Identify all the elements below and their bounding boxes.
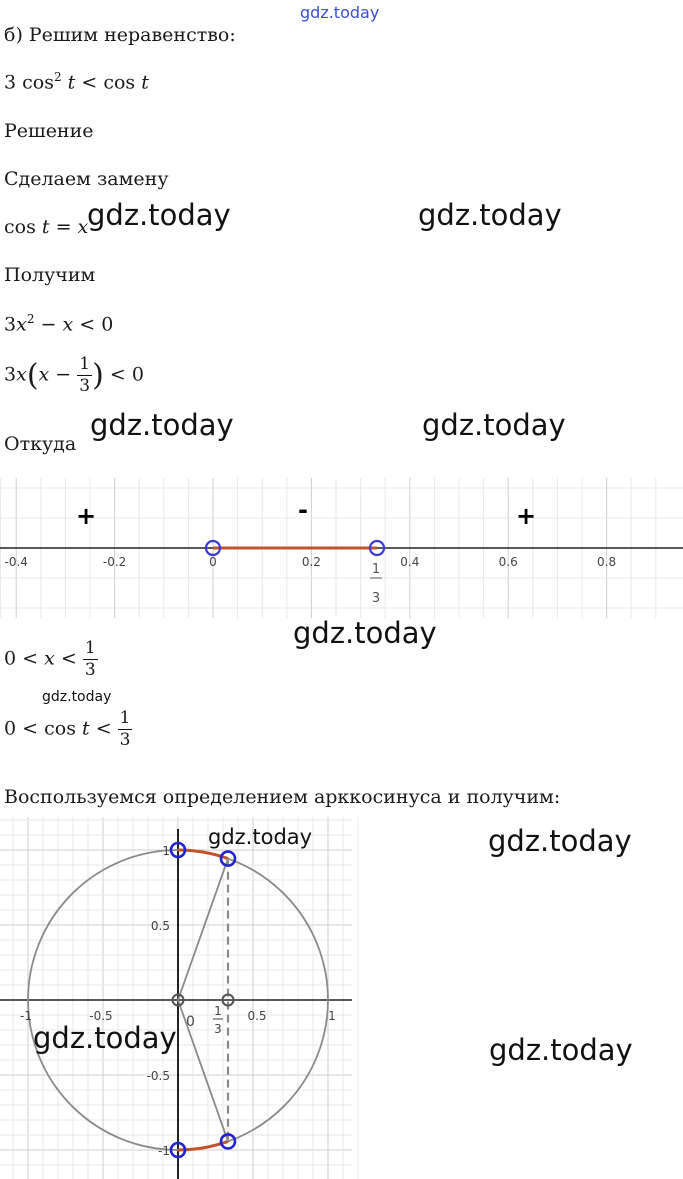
tick-label: 0.8 — [597, 555, 617, 569]
watermark: gdz.today — [293, 616, 437, 650]
watermark: gdz.today — [489, 1033, 633, 1067]
result-x — [4, 640, 98, 679]
left-paren: ( — [26, 358, 39, 393]
coef: 3 — [4, 313, 17, 336]
cos-fn: cos — [22, 71, 54, 94]
less-than-2: < — [95, 717, 112, 740]
var-x: x — [77, 216, 89, 238]
less-than-2: < — [60, 647, 77, 670]
number-line-graph — [0, 478, 683, 618]
substitution-label: Сделаем замену — [4, 168, 169, 190]
var-x: x — [16, 313, 27, 336]
watermark-small: gdz.today — [42, 689, 112, 705]
denominator: 3 — [79, 376, 91, 396]
whence-label: Откуда — [4, 433, 77, 455]
tick-label: -0.4 — [4, 555, 28, 569]
watermark: gdz.today — [33, 1021, 177, 1055]
fraction-one-third — [77, 356, 92, 395]
denominator: 3 — [119, 730, 131, 750]
unit-circle-graph — [0, 817, 360, 1179]
numerator: 1 — [79, 354, 91, 374]
var-x-2: x — [62, 313, 74, 336]
frac-numerator: 1 — [371, 562, 381, 577]
coef: 3 — [4, 363, 17, 386]
x-tick-label: 1 — [328, 1009, 336, 1023]
frac-denominator: 3 — [371, 591, 381, 606]
y-tick-label: 1 — [162, 844, 170, 858]
sign-plus-right: + — [515, 502, 537, 530]
exponent: 2 — [53, 70, 62, 84]
sign-minus: - — [298, 496, 308, 524]
fraction-one-third — [118, 710, 133, 749]
less-than: < — [79, 313, 96, 336]
quadratic-inequality — [4, 312, 113, 335]
tick-label: 0.4 — [400, 555, 420, 569]
watermark: gdz.today — [418, 198, 562, 232]
x-tick-label: -0.5 — [89, 1009, 113, 1023]
less-than: < — [22, 647, 39, 670]
minus: − — [40, 313, 57, 336]
less-than: < — [81, 71, 98, 94]
tick-labels — [4, 555, 616, 569]
var-x-2: x — [38, 363, 50, 386]
equals: = — [55, 216, 72, 238]
less-than: < — [109, 363, 126, 386]
frac-denominator: 3 — [214, 1022, 222, 1036]
arccos-sentence: Воспользуемся определением арккосинуса и получим: — [4, 786, 561, 808]
given-inequality — [4, 70, 149, 93]
var-x: x — [16, 363, 27, 386]
y-tick-label: -1 — [158, 1144, 170, 1158]
fraction-one-third — [83, 640, 98, 679]
watermark: gdz.today — [87, 198, 231, 232]
zero: 0 — [4, 717, 17, 740]
factored-inequality — [4, 356, 144, 395]
var-t: t — [41, 216, 50, 238]
task-heading: б) Решим неравенство: — [4, 24, 236, 46]
right-paren: ) — [92, 358, 104, 393]
watermark: gdz.today — [90, 408, 234, 442]
tick-label: 0.6 — [498, 555, 518, 569]
watermark: gdz.today — [208, 825, 313, 849]
watermark: gdz.today — [488, 824, 632, 858]
tick-label: 0.2 — [301, 555, 321, 569]
x-tick-label: 0.5 — [247, 1009, 267, 1023]
zero: 0 — [131, 363, 144, 386]
zero: 0 — [101, 313, 114, 336]
numerator: 1 — [84, 638, 96, 658]
watermark: gdz.today — [422, 408, 566, 442]
cos-fn: cos — [44, 717, 76, 740]
get-label: Получим — [4, 264, 96, 286]
origin-label: 0 — [186, 1014, 195, 1030]
tick-label: 0 — [209, 555, 217, 569]
denominator: 3 — [84, 660, 96, 680]
sign-plus-left: + — [75, 502, 97, 530]
var-x: x — [44, 647, 55, 670]
less-than: < — [22, 717, 39, 740]
exponent: 2 — [26, 312, 35, 326]
var-t: t — [82, 717, 90, 740]
numerator: 1 — [119, 708, 131, 728]
solution-label: Решение — [4, 120, 94, 142]
zero: 0 — [4, 647, 17, 670]
var-t-2: t — [141, 71, 149, 94]
y-tick-label: -0.5 — [146, 1069, 170, 1083]
header-watermark: gdz.today — [300, 3, 380, 22]
var-t: t — [67, 71, 76, 94]
y-tick-label: 0.5 — [150, 919, 170, 933]
x-tick-label: -1 — [20, 1009, 32, 1023]
result-cos — [4, 710, 132, 749]
substitution-equation — [4, 216, 88, 238]
tick-label: -0.2 — [102, 555, 127, 569]
minus: − — [55, 363, 72, 386]
cos-fn-2: cos — [103, 71, 136, 94]
coef: 3 — [4, 71, 17, 94]
cos-fn: cos — [4, 216, 36, 238]
frac-numerator: 1 — [214, 1004, 222, 1018]
